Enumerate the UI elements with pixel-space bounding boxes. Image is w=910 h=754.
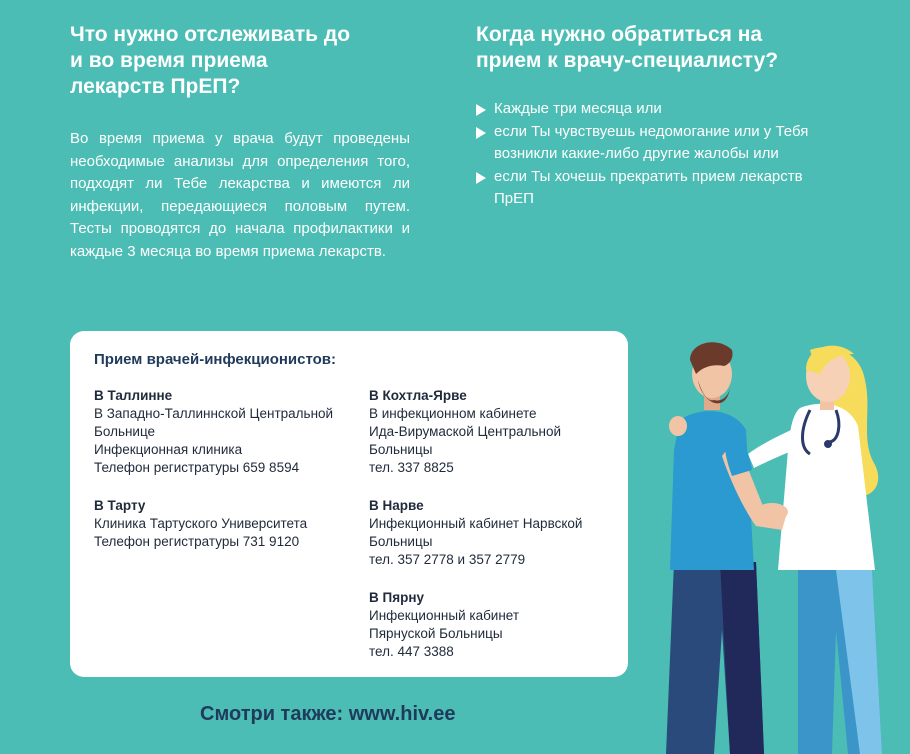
left-heading-line: и во время приема: [70, 49, 268, 72]
clinic-line: Больницы: [369, 534, 433, 549]
city-name: В Кохтла-Ярве: [369, 388, 467, 403]
footer-website-link[interactable]: Смотри также: www.hiv.ee: [200, 703, 456, 725]
clinic-line: В инфекционном кабинете: [369, 406, 537, 421]
clinic-line: Больницы: [369, 442, 433, 457]
bullet-text: если Ты чувствуешь недомогание или у Тебя возникли какие-либо другие жалобы или: [494, 122, 809, 162]
clinic-parnu: [369, 589, 619, 661]
doctor-figure-icon: [748, 346, 882, 754]
clinic-line: Инфекционная клиника: [94, 442, 243, 457]
triangle-bullet-icon: [476, 104, 486, 116]
city-name: В Нарве: [369, 498, 424, 513]
bullet-text: если Ты хочешь прекратить прием лекарств ПрЕП: [494, 167, 803, 207]
clinic-phone: тел. 447 3388: [369, 644, 454, 659]
clinics-card: [70, 331, 628, 677]
right-heading-line: прием к врачу-специалисту?: [476, 49, 779, 72]
bullet-text: Каждые три месяца или: [494, 100, 662, 117]
left-heading-line: лекарств ПрЕП?: [70, 75, 241, 98]
clinic-line: В Западно-Таллиннской Центральной: [94, 406, 334, 421]
patient-doctor-illustration: [660, 330, 900, 754]
clinic-line: Больнице: [94, 424, 156, 439]
left-heading: [70, 22, 410, 100]
left-heading-line: Что нужно отслеживать до: [70, 23, 351, 46]
clinic-phone: Телефон регистратуры 731 9120: [94, 534, 300, 549]
bullet-item: [476, 121, 816, 166]
city-name: В Пярну: [369, 590, 424, 605]
clinic-line: Инфекционный кабинет Нарвской: [369, 516, 583, 531]
triangle-bullet-icon: [476, 172, 486, 184]
clinic-kohtla-jarve: [369, 387, 619, 477]
right-heading: [476, 22, 856, 74]
clinic-line: Инфекционный кабинет: [369, 608, 520, 623]
bullet-item: [476, 166, 816, 211]
triangle-bullet-icon: [476, 127, 486, 139]
bullet-item: [476, 98, 816, 121]
clinic-line: Клиника Тартуского Университета: [94, 516, 308, 531]
clinic-narva: [369, 497, 619, 569]
clinic-phone: тел. 337 8825: [369, 460, 454, 475]
card-title: Прием врачей-инфекционистов:: [94, 351, 337, 368]
clinic-phone: тел. 357 2778 и 357 2779: [369, 552, 526, 567]
clinic-phone: Телефон регистратуры 659 8594: [94, 460, 300, 475]
city-name: В Тарту: [94, 498, 146, 513]
clinic-tallinn: [94, 387, 364, 477]
bullet-list: [476, 98, 816, 211]
left-body-text: Во время приема у врача будут проведены необходимые анализы для определения того, подходят ли Тебе лекарства и имеются ли инфекции, передающиеся половым путем. Тесты проводятся до начала профилактики и каждые 3 месяца во время приема лекарств.: [70, 130, 410, 260]
patient-figure-icon: [666, 342, 786, 754]
clinic-tartu: [94, 497, 364, 551]
city-name: В Таллинне: [94, 388, 173, 403]
right-heading-line: Когда нужно обратиться на: [476, 23, 763, 46]
clinic-line: Пярнуской Больницы: [369, 626, 503, 641]
clinic-line: Ида-Вирумаской Центральной: [369, 424, 562, 439]
